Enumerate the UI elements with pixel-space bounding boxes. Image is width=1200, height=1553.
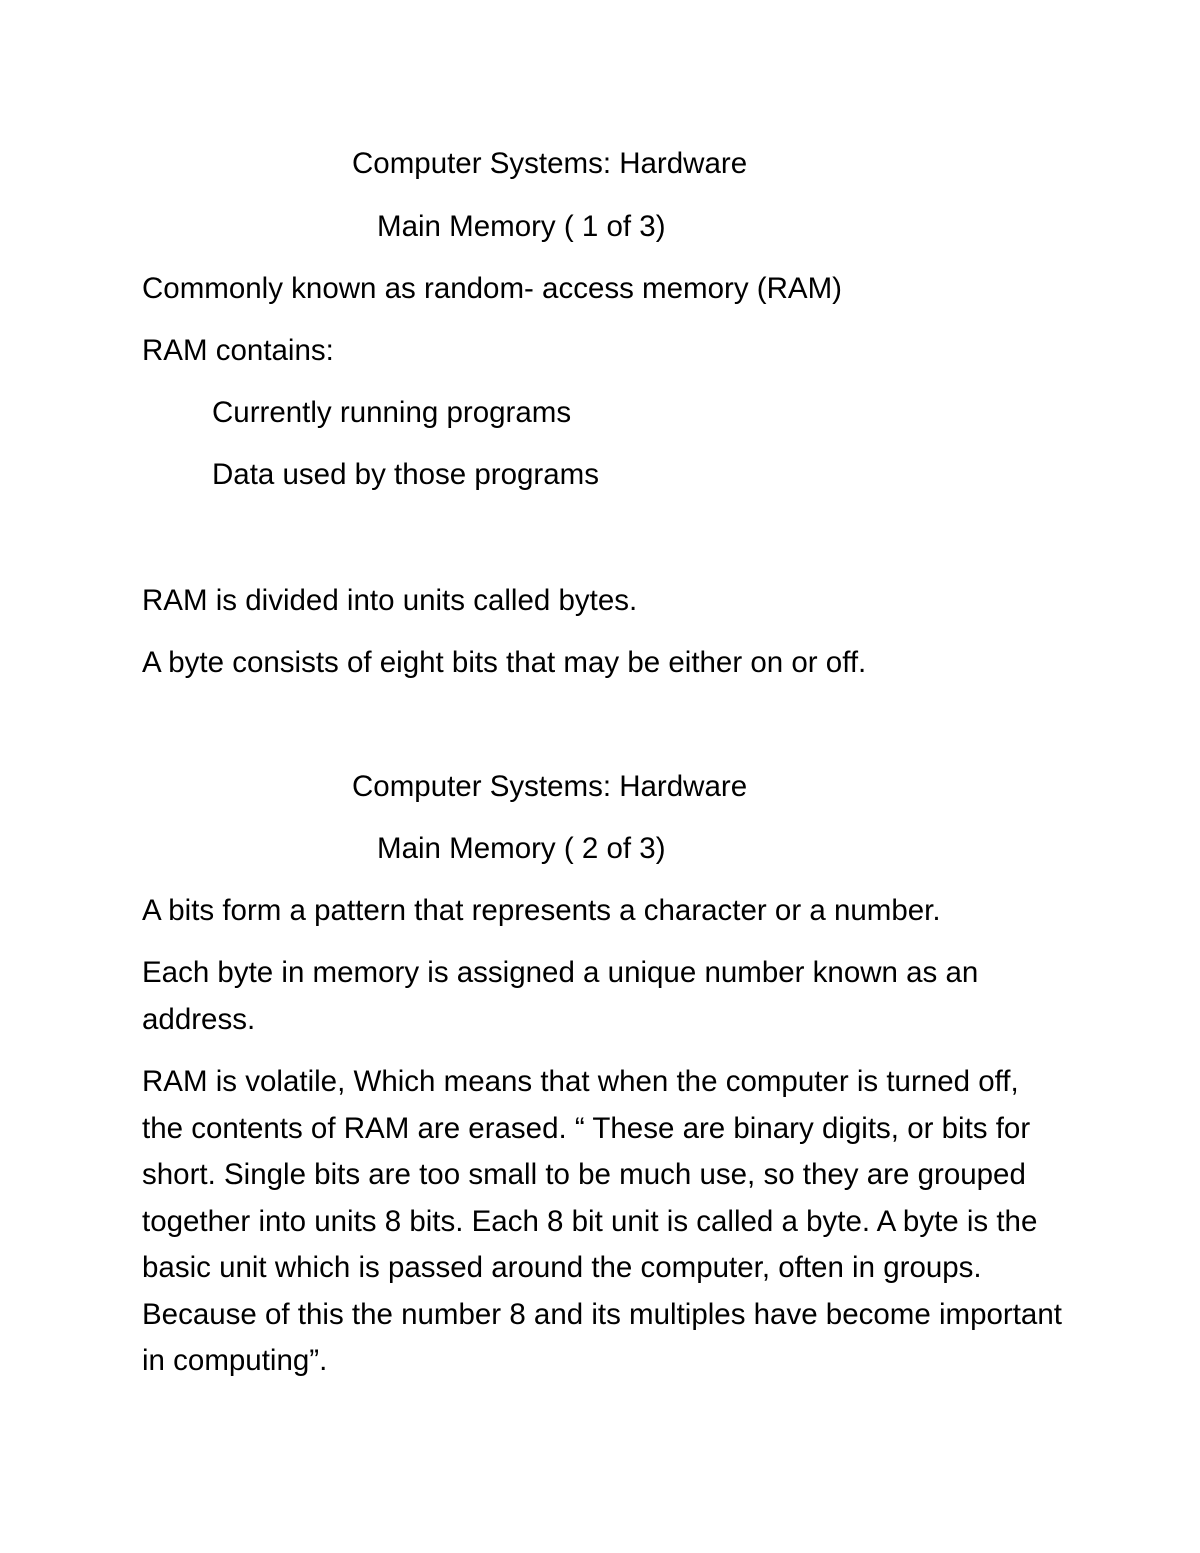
section1-line-ram-contains: RAM contains: — [142, 334, 334, 367]
section1-line-bytes: RAM is divided into units called bytes. — [142, 584, 638, 617]
section1-item-running-programs: Currently running programs — [212, 396, 572, 429]
section1-item-data-used: Data used by those programs — [212, 458, 599, 491]
section1-line-byte-bits: A byte consists of eight bits that may be either on or off. — [142, 646, 867, 679]
section1-heading: Computer Systems: Hardware — [352, 147, 748, 180]
section2-line-bits-pattern: A bits form a pattern that represents a character or a number. — [142, 894, 941, 927]
section1-line-ram-known-as: Commonly known as random- access memory (RAM) — [142, 272, 842, 305]
section1-subheading: Main Memory ( 1 of 3) — [377, 210, 666, 243]
section2-paragraph-volatile: RAM is volatile, Which means that when the computer is turned off, the contents of RAM are erased. “ These are binary digits, or bits for short. Single bits are too small to be much use, so they are grouped together into units 8 bits. Each 8 bit unit is called a byte. A byte is the basic unit which is passed around the computer, often in groups. Because of this the number 8 and its multiples have become important in computing”. — [142, 1065, 1062, 1377]
section2-paragraph-address: Each byte in memory is assigned a unique number known as an address. — [142, 956, 979, 1036]
section2-heading: Computer Systems: Hardware — [352, 770, 748, 803]
section2-subheading: Main Memory ( 2 of 3) — [377, 832, 666, 865]
